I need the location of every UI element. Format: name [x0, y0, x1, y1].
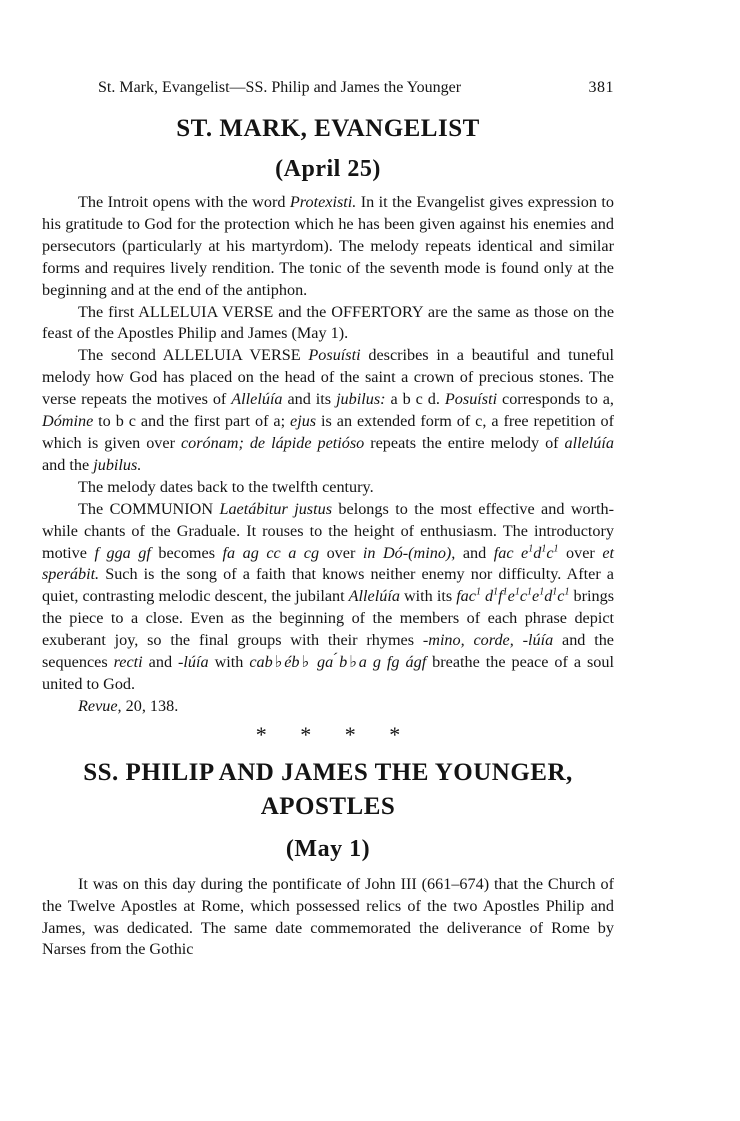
paragraph-introit: The Introit opens with the word Protexisti. In it the Evangelist gives expression to his gratitude to God for the protection which he has been given against his enemies and persecutors (particularly at his martyrdom). The melody repeats identical and similar forms and requires lively rendition. The tonic of the seventh mode is found only at the beginning and at the end of the antiphon. [42, 193, 615, 299]
section-date-may-1: (May 1) [285, 835, 371, 862]
section-body-st-mark [42, 192, 614, 718]
paragraph-dedication: It was on this day during the pontificate of John III (661–674) that the Church of the Twelve Apostles at Rome, which possessed relics of the two Apostles Philip and James, was dedicated. The same date commemorated the deliverance of Rome by Narses from the Gothic [42, 874, 614, 959]
section-date-april-25: (April 25) [275, 156, 381, 182]
section-title-philip-james: SS. PHILIP AND JAMES THE YOUNGER, [83, 758, 573, 786]
paragraph-melody-date: The melody dates back to the twelfth century. [78, 477, 374, 496]
paragraph-communion: The COMMUNION Laetábitur justus belongs to the most effective and worth-while chants of the Graduale. It rouses to the height of enthusiasm. The introductory motive f gga gf becomes fa ag cc a cg over in Dó-(mino), and fac $e^1d^1c^1$ over et sperábit. Such is the song of a faith that knows neither enemy nor difficulty. After a quiet, contrasting melodic descent, the jubilant Allelúía with its fac$^1$ $d^1f^1e^1c^1e^1d^1c^1$ brings the piece to a close. Even as the beginning of the members of each phrase depict exuberant joy, so the final groups with their rhymes -mino, corde, -lúía and the sequences recti and -lúía with cab♭éb♭ ga ́b♭a g fg ágf breathe the peace of a soul united to God. [42, 499, 615, 693]
section-separator: * * * * [255, 721, 401, 747]
section-title-apostles: APOSTLES [260, 792, 396, 820]
section-body-philip-james [42, 874, 614, 962]
paragraph-reference: Revue, 20, 138. [78, 696, 179, 715]
running-head [42, 76, 614, 100]
paragraph-alleluia-offertory: The first ALLELUIA VERSE and the OFFERTORY are the same as those on the feast of the Apostles Philip and James (May 1). [42, 302, 614, 343]
section-title-st-mark: ST. MARK, EVANGELIST [176, 115, 480, 142]
paragraph-second-alleluia: The second ALLELUIA VERSE Posuísti describes in a beautiful and tuneful melody how God has placed on the head of the saint a crown of precious stones. The verse repeats the motives of Allelúía and its jubilus: a b c d. Posuísti corresponds to a, Dómine to b c and the first part of a; ejus is an extended form of c, a free repetition of which is given over corónam; de lápide petióso repeats the entire melody of allelúía and the jubilus. [42, 346, 614, 474]
running-head-title: St. Mark, Evangelist—SS. Philip and James the Younger [98, 79, 462, 96]
book-page [42, 76, 614, 961]
page-number: 381 [588, 79, 614, 96]
